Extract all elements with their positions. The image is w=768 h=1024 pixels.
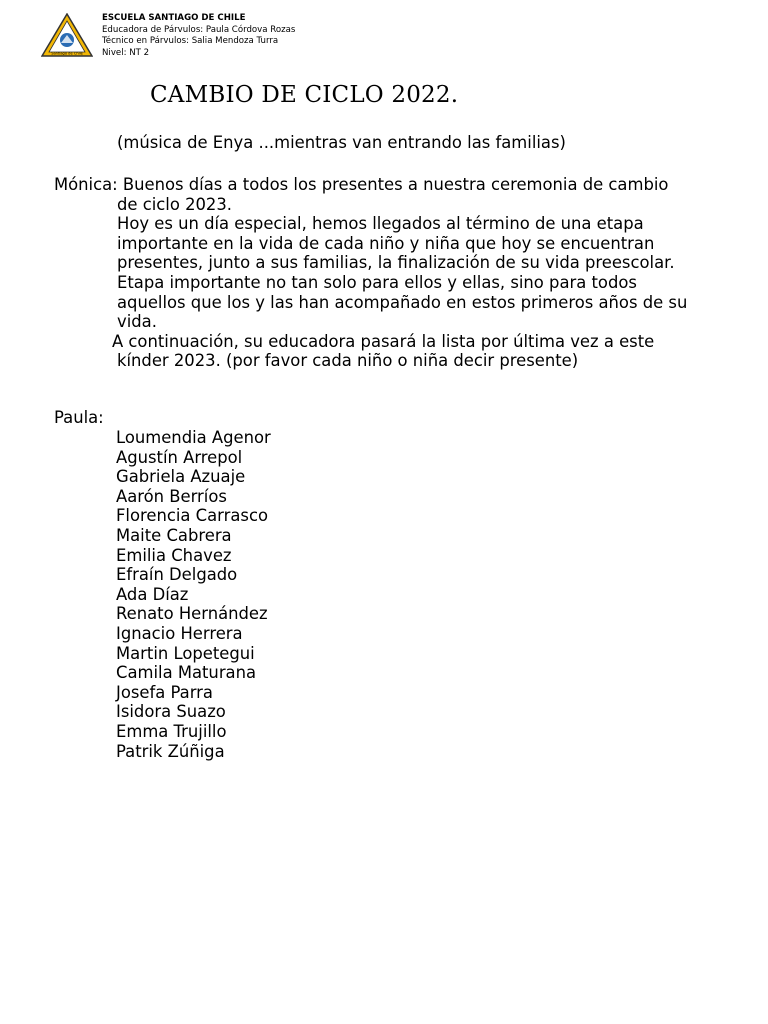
list-item: Loumendia Agenor: [116, 428, 271, 447]
speech-line: A continuación, su educadora pasará la lista por última vez a este: [112, 331, 655, 351]
speech-line: Hoy es un día especial, hemos llegados al término de una etapa: [117, 214, 644, 234]
student-list: [116, 428, 271, 761]
list-item: Martin Lopetegui: [116, 643, 255, 663]
list-item: Florencia Carrasco: [116, 506, 268, 526]
technician-line: Técnico en Párvulos: Salia Mendoza Turra: [102, 36, 279, 46]
stage-note: (música de Enya ...mientras van entrando las familias): [117, 133, 566, 152]
list-item: Efraín Delgado: [116, 565, 238, 585]
list-item: Josefa Parra: [116, 682, 213, 702]
list-item: Ignacio Herrera: [116, 623, 243, 643]
logo-text: Santiago de Chile: [51, 51, 83, 56]
speech-line: de ciclo 2023.: [117, 194, 232, 214]
list-item: Gabriela Azuaje: [116, 467, 246, 487]
list-item: Renato Hernández: [116, 604, 268, 624]
school-name: ESCUELA SANTIAGO DE CHILE: [102, 13, 246, 23]
level-line: Nivel: NT 2: [102, 47, 150, 58]
list-item: Ada Díaz: [116, 584, 189, 604]
list-item: Isidora Suazo: [116, 702, 226, 722]
speech-line: kínder 2023. (por favor cada niño o niña decir presente): [117, 351, 579, 371]
speech-line: importante en la vida de cada niño y niña que hoy se encuentran: [117, 233, 655, 253]
paula-label: Paula:: [54, 408, 104, 427]
speech-line: Etapa importante no tan solo para ellos y ellas, sino para todos: [117, 272, 637, 292]
educator-line: Educadora de Párvulos: Paula Córdova Rozas: [102, 24, 296, 35]
list-item: Aarón Berríos: [116, 486, 227, 506]
list-item: Patrik Zúñiga: [116, 741, 225, 761]
header-info: [102, 13, 295, 59]
list-item: Agustín Arrepol: [116, 447, 243, 467]
list-item: Camila Maturana: [116, 663, 257, 683]
list-item: Emilia Chavez: [116, 545, 232, 565]
monica-speech: [54, 175, 744, 371]
school-logo: [41, 13, 93, 57]
speech-line: aquellos que los y las han acompañado en estos primeros años de su: [117, 292, 688, 312]
page-title: CAMBIO DE CICLO 2022.: [150, 82, 459, 108]
list-item: Maite Cabrera: [116, 525, 232, 545]
speech-line: vida.: [117, 312, 157, 332]
speech-line: Mónica: Buenos días a todos los presentes a nuestra ceremonia de cambio: [54, 175, 669, 194]
speech-line: presentes, junto a sus familias, la finalización de su vida preescolar.: [117, 253, 675, 273]
list-item: Emma Trujillo: [116, 721, 227, 741]
